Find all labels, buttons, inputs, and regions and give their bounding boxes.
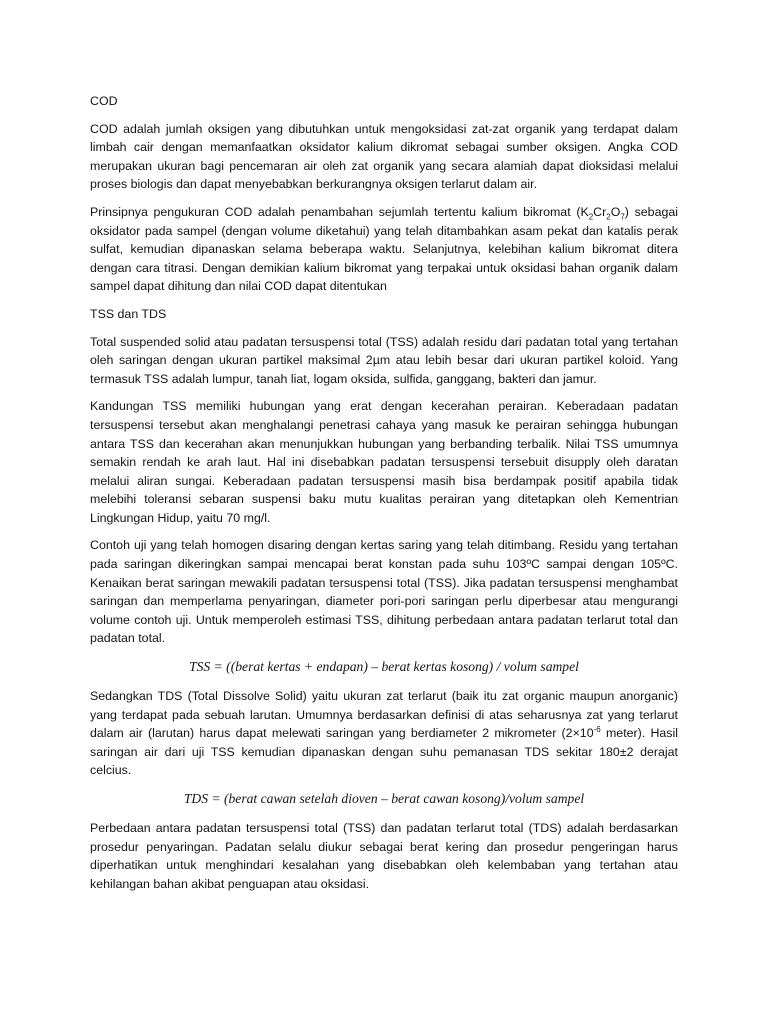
- paragraph-tss-procedure: Contoh uji yang telah homogen disaring dengan kertas saring yang telah ditimbang. Residu yang tertahan pada saringan dikeringkan sampai mencapai berat konstan pada suhu 103ºC sampai dengan 105ºC. Kenaikan berat saringan mewakili padatan tersuspensi total (TSS). Jika padatan tersuspensi menghambat saringan dan memperlama penyaringan, diameter pori-pori saringan perlu diperbesar atau mengurangi volume contoh uji. Untuk memperoleh estimasi TSS, dihitung perbedaan antara padatan terlarut total dan padatan total.: [90, 538, 678, 646]
- text-segment: Prinsipnya pengukuran COD adalah penambahan sejumlah tertentu kalium bikromat (K: [90, 204, 589, 219]
- formula-tds: TDS = (berat cawan setelah dioven – berat cawan kosong)/volum sampel: [183, 791, 585, 806]
- subscript: 2: [606, 212, 611, 222]
- subscript: 2: [588, 212, 594, 222]
- text-segment: O: [610, 204, 621, 219]
- superscript: -6: [593, 725, 601, 735]
- text-segment: meter). Hasil saringan air dari uji TSS kemudian dipanaskan dengan suhu pemanasan TDS sekitar 180±2 derajat celcius.: [90, 726, 678, 778]
- document-body: [90, 92, 678, 902]
- heading-cod: COD: [90, 94, 118, 108]
- paragraph-tss-definition: Total suspended solid atau padatan tersuspensi total (TSS) adalah residu dari padatan total yang tertahan oleh saringan dengan ukuran partikel maksimal 2µm atau lebih besar dari ukuran partikel koloid. Yang termasuk TSS adalah lumpur, tanah liat, logam oksida, sulfida, ganggang, bakteri dan jamur.: [90, 334, 678, 386]
- text-segment: ) sebagai oksidator pada sampel (dengan volume diketahui) yang telah ditambahkan asam pekat dan katalis perak sulfat, kemudian dipanaskan selama beberapa waktu. Selanjutnya, kelebihan kalium bikromat ditera dengan cara titrasi. Dengan demikian kalium bikromat yang terpakai untuk oksidasi bahan organik dalam sampel dapat dihitung dan nilai COD dapat ditentukan: [90, 204, 678, 294]
- subscript: 7: [620, 212, 625, 222]
- paragraph-cod-definition: COD adalah jumlah oksigen yang dibutuhkan untuk mengoksidasi zat-zat organik yang terdapat dalam limbah cair dengan memanfaatkan oksidator kalium dikromat sebagai sumber oksigen. Angka COD merupakan ukuran bagi pencemaran air oleh zat organik yang secara alamiah dapat dioksidasi melalui proses biologis dan dapat menyebabkan berkurangnya oksigen terlarut dalam air.: [90, 121, 678, 192]
- heading-tss-tds: TSS dan TDS: [90, 306, 167, 321]
- text-segment: Sedangkan TDS (Total Dissolve Solid) yaitu ukuran zat terlarut (baik itu zat organic maupun anorganic) yang terdapat pada sebuah larutan. Umumnya berdasarkan definisi di atas seharusnya zat yang terlarut dalam air (larutan) harus dapat melewati saringan yang berdiameter 2 mikrometer (2×10: [90, 689, 678, 741]
- paragraph-tss-turbidity: Kandungan TSS memiliki hubungan yang erat dengan kecerahan perairan. Keberadaan padatan tersuspensi tersebut akan menghalangi penetrasi cahaya yang masuk ke perairan sehingga hubungan antara TSS dan kecerahan akan menunjukkan hubungan yang berbanding terbalik. Nilai TSS umumnya semakin rendah ke arah laut. Hal ini disebabkan padatan tersuspensi tersebuit disupply oleh daratan melalui aliran sungai. Keberadaan padatan tersuspensi masih bisa berdampak positif apabila tidak melebihi toleransi sebaran suspensi baku mutu kualitas perairan yang ditetapkan oleh Kementrian Lingkungan Hidup, yaitu 70 mg/l.: [90, 399, 678, 525]
- paragraph-tds-definition: [90, 687, 678, 780]
- text-segment: Cr: [593, 204, 607, 219]
- formula-tss: TSS = ((berat kertas + endapan) – berat kertas kosong) / volum sampel: [189, 659, 579, 675]
- paragraph-tss-tds-difference: Perbedaan antara padatan tersuspensi total (TSS) dan padatan terlarut total (TDS) adalah berdasarkan prosedur penyaringan. Padatan selalu diukur sebagai berat kering dan prosedur pengeringan harus diperhatikan untuk menghindari kesalahan yang disebabkan oleh kelembaban yang tertahan atau kehilangan bahan akibat penguapan atau oksidasi.: [90, 821, 678, 891]
- paragraph-cod-principle: [90, 203, 678, 296]
